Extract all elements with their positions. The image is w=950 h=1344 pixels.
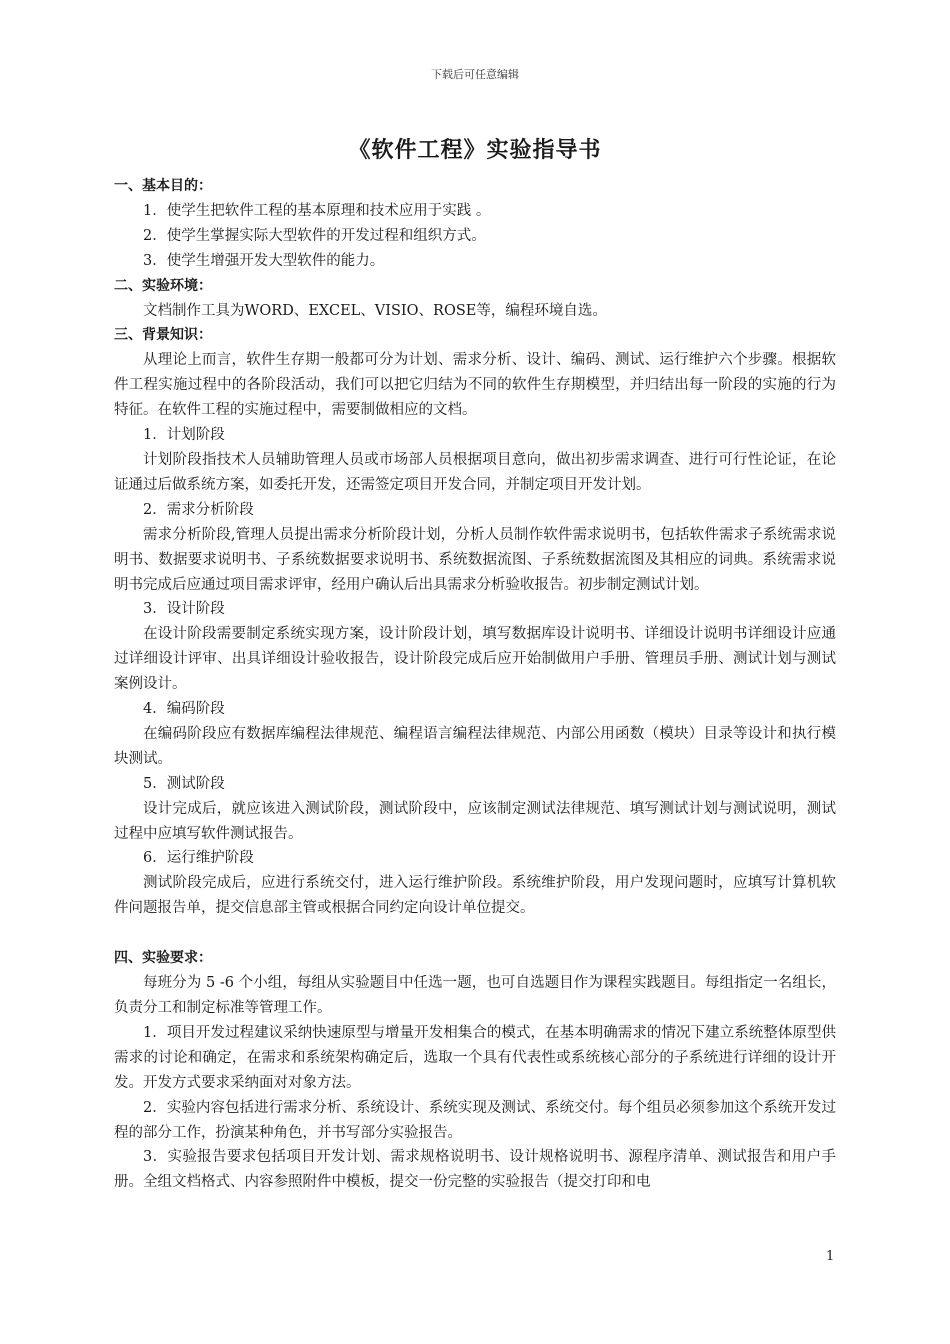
document-body [114, 174, 836, 1195]
document-title: 《软件工程》实验指导书 [348, 137, 602, 163]
section-heading-background: 三、背景知识： [114, 327, 212, 344]
requirement-item: 1．项目开发过程建议采纳快速原型与增量开发相集合的模式，在基本明确需求的情况下建立系统整体原型供需求的讨论和确定，在需求和系统架构确定后，选取一个具有代表性或系统核心部分的子系统进行详细的设计开发。开发方式要求采纳面对对象方法。 [114, 1024, 836, 1091]
phase-text: 测试阶段完成后，应进行系统交付，进入运行维护阶段。系统维护阶段，用户发现问题时，应填写计算机软件问题报告单，提交信息部主管或根据合同约定向设计单位提交。 [114, 875, 836, 917]
phase-title: 6．运行维护阶段 [143, 850, 254, 867]
phase-text: 在设计阶段需要制定系统实现方案，设计阶段计划，填写数据库设计说明书、详细设计说明书详细设计应通过详细设计评审、出具详细设计验收报告，设计阶段完成后应开始制做用户手册、管理员手册、测试计划与测试案例设计。 [114, 626, 836, 693]
environment-text: 文档制作工具为WORD、EXCEL、VISIO、ROSE等，编程环境自选。 [143, 302, 607, 319]
requirement-item: 3．实验报告要求包括项目开发计划、需求规格说明书、设计规格说明书、源程序清单、测试报告和用户手册。全组文档格式、内容参照附件中模板，提交一份完整的实验报告（提交打印和电 [114, 1149, 836, 1191]
phase-text: 设计完成后，就应该进入测试阶段，测试阶段中，应该制定测试法律规范、填写测试计划与测试说明，测试过程中应填写软件测试报告。 [114, 800, 836, 842]
phase-title: 1．计划阶段 [143, 427, 225, 444]
section-heading-purpose: 一、基本目的： [114, 178, 212, 194]
requirement-item: 2．实验内容包括进行需求分析、系统设计、系统实现及测试、系统交付。每个组员必须参加这个系统开发过程的部分工作，扮演某种角色，并书写部分实验报告。 [114, 1099, 836, 1141]
phase-title: 5．测试阶段 [143, 775, 225, 792]
background-intro: 从理论上而言，软件生存期一般都可分为计划、需求分析、设计、编码、测试、运行维护六个步骤。根据软件工程实施过程中的各阶段活动，我们可以把它归结为不同的软件生存期模型，并归结出每一阶段的实施的行为特征。在软件工程的实施过程中，需要制做相应的文档。 [114, 352, 836, 419]
phase-text: 需求分析阶段,管理人员提出需求分析阶段计划，分析人员制作软件需求说明书，包括软件需求子系统需求说明书、数据要求说明书、子系统数据要求说明书、系统数据流图、子系统数据流图及其相应的词典。系统需求说明书完成后应通过项目需求评审，经用户确认后出具需求分析验收报告。初步制定测试计划。 [114, 526, 836, 593]
blank-line [114, 921, 836, 946]
phase-title: 2．需求分析阶段 [143, 501, 254, 518]
phase-text: 在编码阶段应有数据库编程法律规范、编程语言编程法律规范、内部公用函数（模块）目录等设计和执行模块测试。 [114, 725, 836, 767]
section-heading-environment: 二、实验环境： [114, 277, 212, 294]
page-header: 下载后可任意编辑 [431, 68, 519, 81]
phase-text: 计划阶段指技术人员辅助管理人员或市场部人员根据项目意向，做出初步需求调查、进行可行性论证，在论证通过后做系统方案，如委托开发，还需签定项目开发合同，并制定项目开发计划。 [114, 451, 836, 493]
phase-title: 4．编码阶段 [143, 701, 225, 718]
purpose-item: 3．使学生增强开发大型软件的能力。 [143, 252, 385, 269]
purpose-item: 1．使学生把软件工程的基本原理和技术应用于实践 。 [143, 202, 491, 219]
purpose-item: 2．使学生掌握实际大型软件的开发过程和组织方式。 [143, 227, 486, 244]
page-number: 1 [826, 1249, 835, 1264]
phase-title: 3．设计阶段 [143, 601, 225, 618]
requirements-intro: 每班分为 5 -6 个小组，每组从实验题目中任选一题，也可自选题目作为课程实践题目。每组指定一名组长，负责分工和制定标准等管理工作。 [114, 975, 836, 1016]
section-heading-requirements: 四、实验要求： [114, 950, 212, 967]
